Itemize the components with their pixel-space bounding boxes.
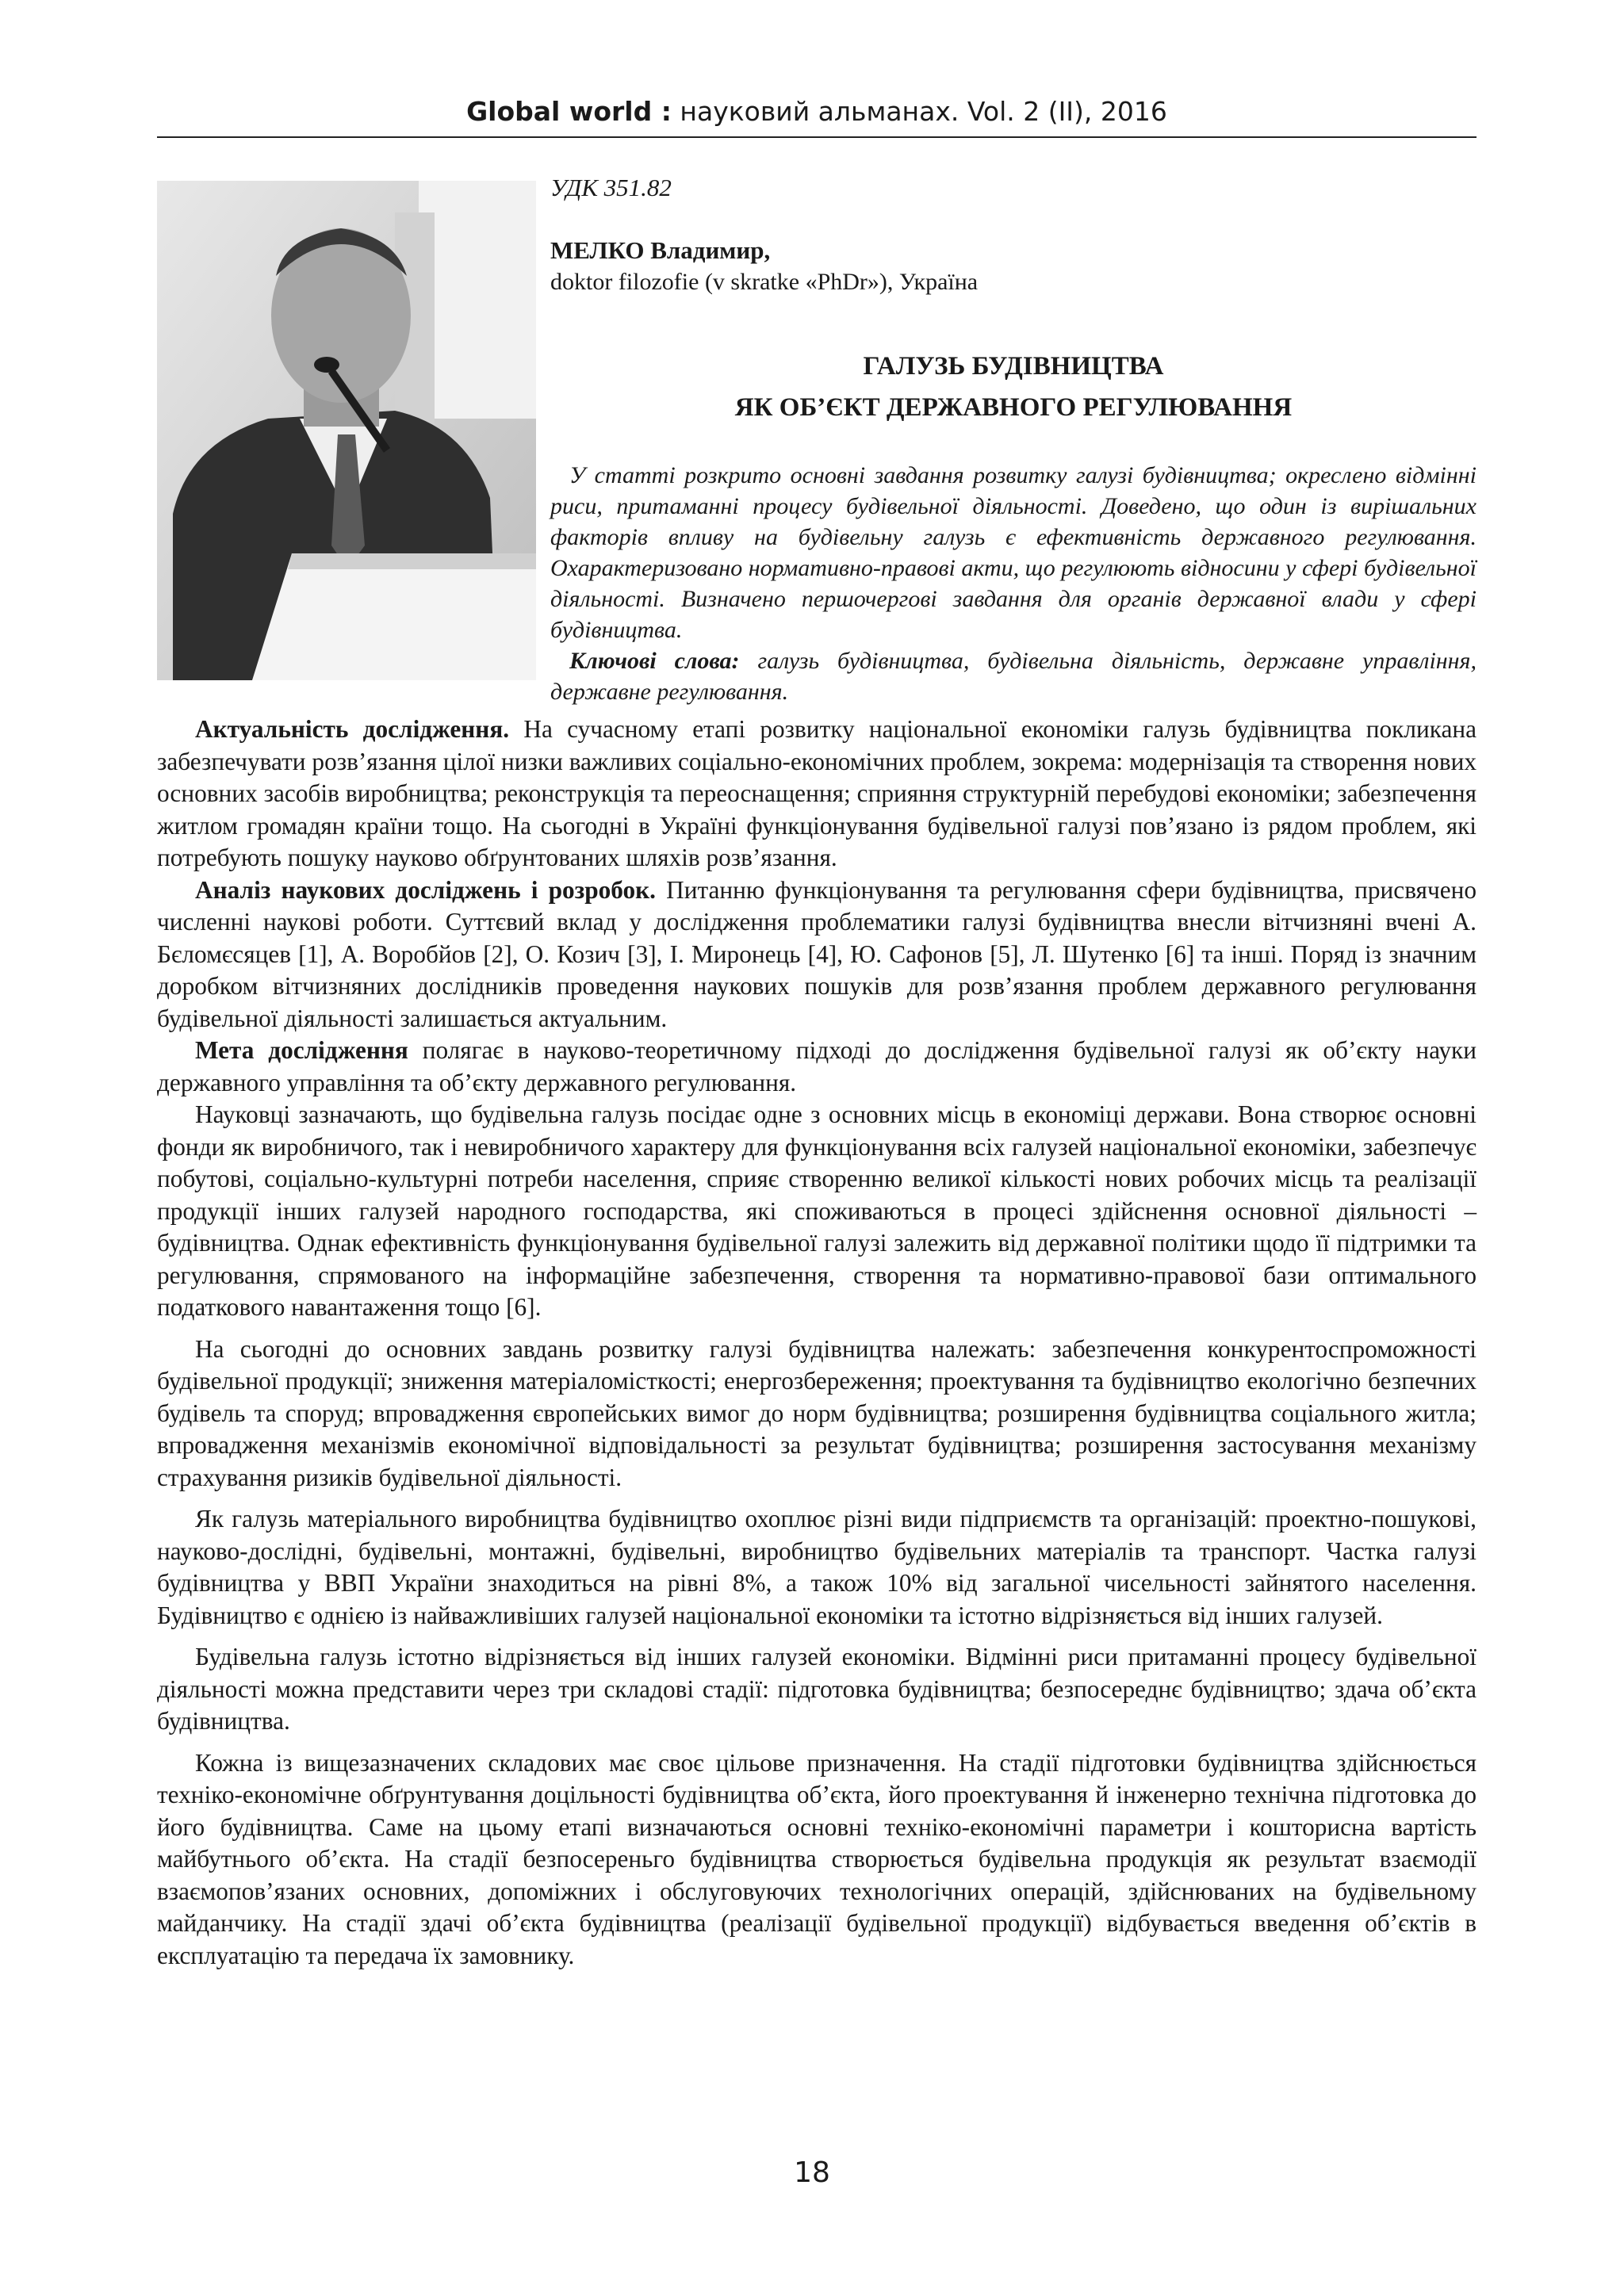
journal-brand: Global world : xyxy=(466,96,672,127)
keywords xyxy=(550,645,1477,707)
article-title xyxy=(550,346,1477,428)
udk-code: УДК 351.82 xyxy=(550,174,672,201)
keywords-label: Ключові слова: xyxy=(569,648,740,674)
paragraph-goal xyxy=(157,1035,1477,1099)
paragraph-lead: Актуальність дослідження. xyxy=(195,715,510,743)
running-header xyxy=(157,87,1477,138)
paragraph-4: Науковці зазначають, що будівельна галузь посідає одне з основних місць в економіці держави. Вона створює основні фонди як виробничого, так і невиробничого характеру для функціонування всіх галузей національної економіки, забезпечує побутові, соціально-культурні потреби населення, сприяє створенню великої кількості нових робочих місць та реалізації продукції інших галузей народного господарства, які споживаються в процесі здійснення основної діяльності – будівництва. Однак ефективність функціонування будівельної галузі залежить від державної політики щодо її підтримки та регулювання, спрямованого на інформаційне забезпечення, створення та нормативно-правової бази оптимального податкового навантаження тощо [6]. xyxy=(157,1100,1477,1321)
paragraph-text: Питанню функціонування та регулювання сфери будівництва, присвячено численні наукові роботи. Суттєвий вклад у дослідження проблематики галузі будівництва внесли вітчизняні вчені А. Бєломєсяцев [1], А. Воробйов [2], О. Козич [3], І. Миронець [4], Ю. Сафонов [5], Л. Шутенко [6] та інші. Поряд із значним доробком вітчизняних дослідників проведення наукових пошуків для розв’язання проблем державного регулювання будівельної діяльності залишається актуальним. xyxy=(157,875,1477,1032)
author-portrait-image xyxy=(157,181,536,680)
title-line-2: ЯК ОБ’ЄКТ ДЕРЖАВНОГО РЕГУЛЮВАННЯ xyxy=(734,393,1293,422)
paragraph-8: Кожна із вищезазначених складових має своє цільове призначення. На стадії підготовки будівництва здійснюється техніко-економічне обґрунтування доцільності будівництва об’єкта, його проектування й інженерно технічна підготовка до його будівництва. Саме на цьому етапі визначаються основні техніко-економічні параметри і кошторисна вартість майбутнього об’єкта. На стадії безпосереньго будівництва створюється будівельна продукція як результат взаємодії взаємопов’язаних основних, допоміжних і обслуговуючих технологічних операцій, здійснюваних на будівельному майданчику. На стадії здачі об’єкта будівництва (реалізації будівельної продукції) відбувається введення об’єктів в експлуатацію та передача їх замовнику. xyxy=(157,1748,1477,1969)
paragraph-text: полягає в науково-теоретичному підході до дослідження будівельної галузі як об’єкту науки державного управління та об’єкту державного регулювання. xyxy=(157,1036,1477,1096)
article-meta xyxy=(550,171,1477,707)
paragraph-analysis xyxy=(157,874,1477,1035)
paragraph-relevance xyxy=(157,714,1477,874)
paragraph-lead: Аналіз наукових досліджень і розробок. xyxy=(195,875,657,904)
author-degree: doktor filozofie (v skratke «PhDr»), Україна xyxy=(550,269,979,295)
abstract: У статті розкрито основні завдання розвитку галузі будівництва; окреслено відмінні риси, притаманні процесу будівельної діяльності. Доведено, що один із вирішальних факторів впливу на будівельну галузь є ефективність державного регулювання. Охарактеризовано нормативно-правові акти, що регулюють відносини у сфері будівельної діяльності. Визначено першочергові завдання для органів державної влади у сфері будівництва. xyxy=(550,462,1477,643)
paragraph-6: Як галузь матеріального виробництва будівництво охоплює різні види підприємств та організацій: проектно-пошукові, науково-дослідні, будівельні, монтажні, будівельні, виробництво будівельних матеріалів та транспорт. Частка галузі будівництва у ВВП України знаходиться на рівні 8%, а також 10% від загальної чисельності зайнятого населення. Будівництво є однією із найважливіших галузей національної економіки та істотно відрізняється від інших галузей. xyxy=(157,1505,1477,1629)
journal-issue: науковий альманах. Vol. 2 (II), 2016 xyxy=(671,96,1167,127)
page-number: 18 xyxy=(794,2156,830,2189)
paragraph-5: На сьогодні до основних завдань розвитку галузі будівництва належать: забезпечення конкурентоспроможності будівельної продукції; зниження матеріаломісткості; енергозбереження; проектування та будівництво екологічно безпечних будівель та споруд; впровадження європейських вимог до норм будівництва; розширення будівництва соціального житла; впровадження механізмів економічної відповідальності за результат будівництва; розширення застосування механізму страхування ризиків будівельної діяльності. xyxy=(157,1334,1477,1491)
keywords-text: галузь будівництва, будівельна діяльність, державне управління, державне регулювання. xyxy=(550,648,1477,705)
article-body xyxy=(157,714,1477,1972)
author-name: МЕЛКО Владимир, xyxy=(550,236,771,264)
paragraph-7: Будівельна галузь істотно відрізняється від інших галузей економіки. Відмінні риси притаманні процесу будівельної діяльності можна представити через три складові стадії: підготовка будівництва; безпосереднє будівництво; здача об’єкта будівництва. xyxy=(157,1643,1477,1735)
paragraph-lead: Мета дослідження xyxy=(195,1036,408,1064)
paragraph-text: На сучасному етапі розвитку національної економіки галузь будівництва покликана забезпечувати розв’язання цілої низки важливих соціально-економічних проблем, зокрема: модернізація та створення нових основних засобів виробництва; реконструкція та переоснащення; сприяння структурній перебудові економіки; забезпечення житлом громадян країни тощо. На сьогодні в Україні функціонування будівельної галузі пов’язано із рядом проблем, які потребують пошуку науково обґрунтованих шляхів розв’язання. xyxy=(157,715,1477,871)
author-photo xyxy=(157,181,536,680)
title-line-1: ГАЛУЗЬ БУДІВНИЦТВА xyxy=(863,352,1164,381)
